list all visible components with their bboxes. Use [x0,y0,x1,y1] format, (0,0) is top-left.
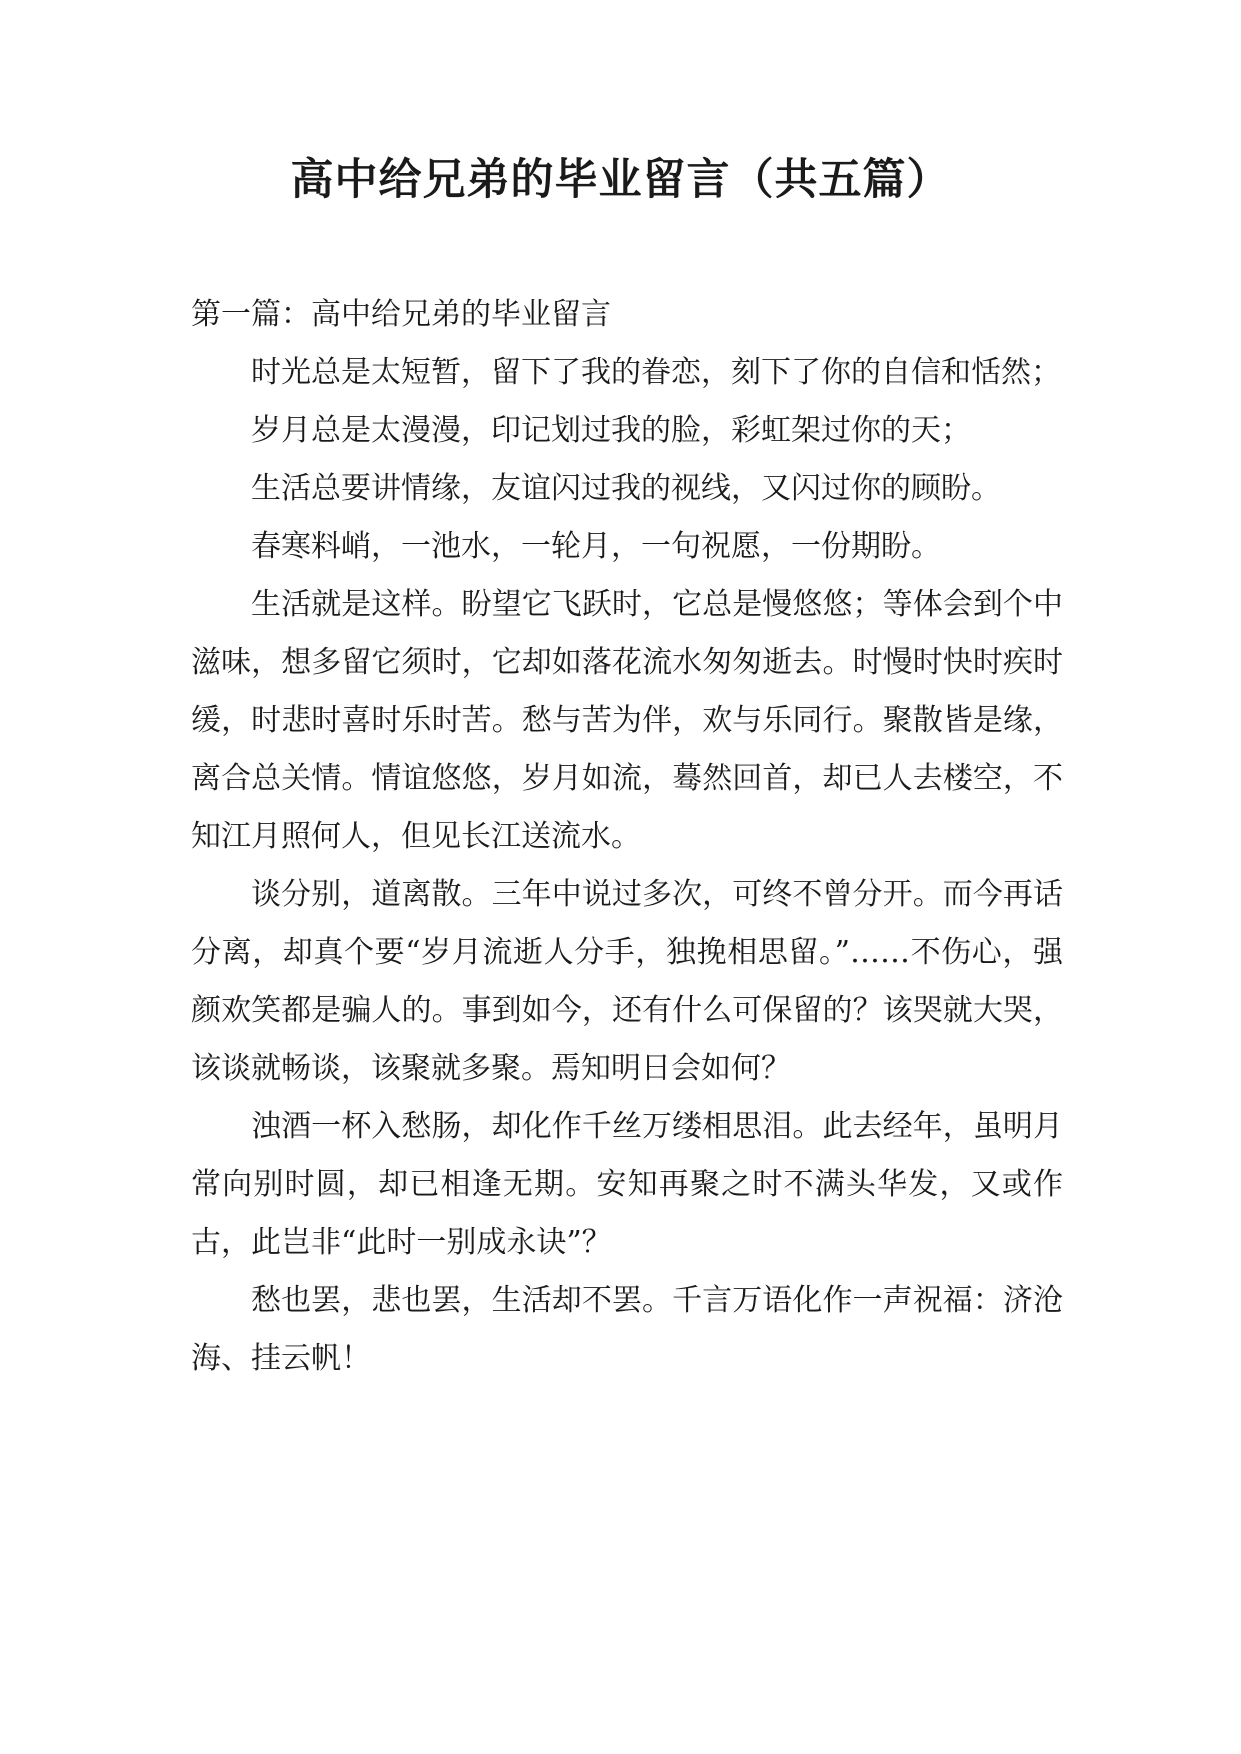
section-heading: 第一篇：高中给兄弟的毕业留言 [191,297,611,332]
paragraph: 谈分别，道离散。三年中说过多次，可终不曾分开。而今再话分离，却真个要“岁月流逝人分手，独挽相思留。”……不伤心，强颜欢笑都是骗人的。事到如今，还有什么可保留的？该哭就大哭，该谈就畅谈，该聚就多聚。焉知明日会如何？ [191,877,1063,1086]
paragraph: 生活总要讲情缘，友谊闪过我的视线，又闪过你的顾盼。 [251,471,1001,506]
document-body [191,286,1063,1388]
paragraph: 愁也罢，悲也罢，生活却不罢。千言万语化作一声祝福：济沧海、挂云帆！ [191,1283,1063,1376]
paragraph: 生活就是这样。盼望它飞跃时，它总是慢悠悠；等体会到个中滋味，想多留它须时，它却如落花流水匆匆逝去。时慢时快时疾时缓，时悲时喜时乐时苦。愁与苦为伴，欢与乐同行。聚散皆是缘，离合总关情。情谊悠悠，岁月如流，蓦然回首，却已人去楼空，不知江月照何人，但见长江送流水。 [191,587,1063,854]
paragraph: 浊酒一杯入愁肠，却化作千丝万缕相思泪。此去经年，虽明月常向别时圆，却已相逢无期。安知再聚之时不满头华发，又或作古，此岂非“此时一别成永诀”？ [191,1109,1063,1260]
paragraph: 时光总是太短暂，留下了我的眷恋，刻下了你的自信和恬然； [251,355,1061,390]
document-title: 高中给兄弟的毕业留言（共五篇） [290,155,951,205]
paragraph: 岁月总是太漫漫，印记划过我的脸，彩虹架过你的天； [251,413,971,448]
paragraph: 春寒料峭，一池水，一轮月，一句祝愿，一份期盼。 [251,529,941,564]
